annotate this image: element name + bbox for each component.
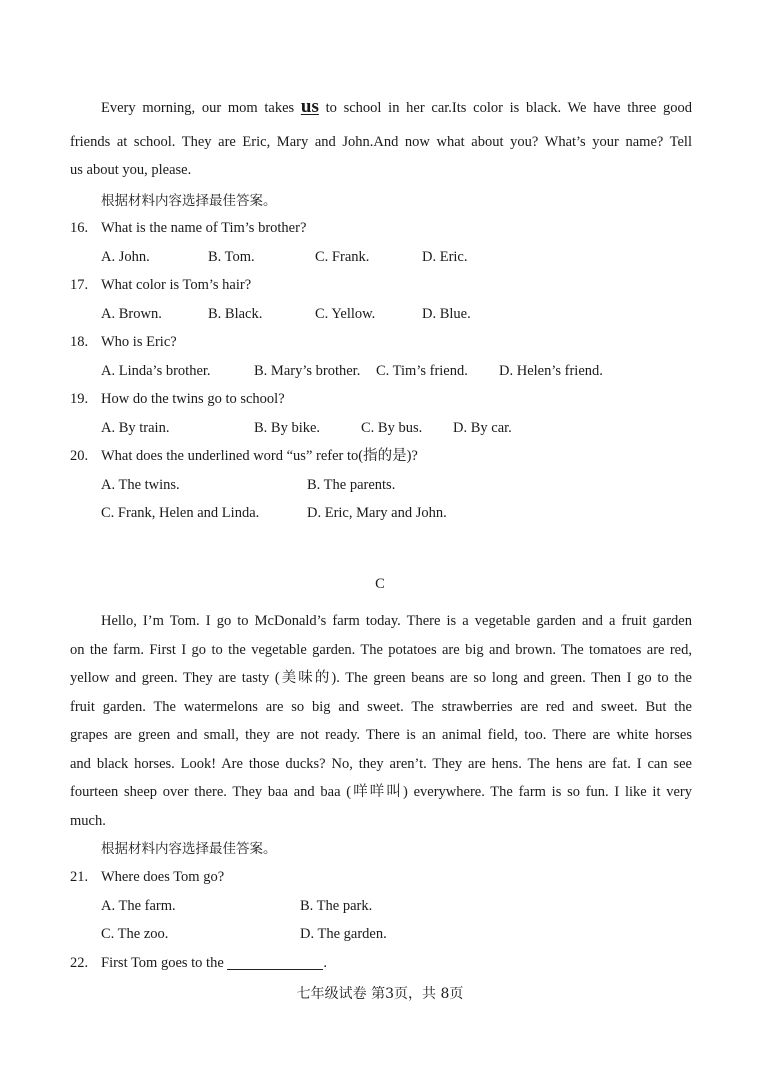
instruction-b: 根据材料内容选择最佳答案。 <box>101 193 277 209</box>
passage-c-line-3: yellow and green. They are tasty (美味的). The green beans are so long and green. Then I go to the <box>70 670 692 686</box>
section-c-heading: C <box>375 576 385 592</box>
question-17: 17. What color is Tom’s hair? <box>70 277 252 293</box>
option-20-b[interactable]: B. The parents. <box>307 477 396 493</box>
passage-b-line-2: friends at school. They are Eric, Mary and John.And now what about you? What’s your name? Tell <box>70 133 692 150</box>
option-16-d[interactable]: D. Eric. <box>422 249 468 265</box>
option-16-b[interactable]: B. Tom. <box>208 249 255 265</box>
option-21-c[interactable]: C. The zoo. <box>101 926 169 942</box>
question-20: 20. What does the underlined word “us” refer to(指的是)? <box>70 448 418 464</box>
option-17-b[interactable]: B. Black. <box>208 306 263 322</box>
passage-c-line-8: much. <box>70 812 106 829</box>
question-21: 21. Where does Tom go? <box>70 869 225 885</box>
option-19-a[interactable]: A. By train. <box>101 420 170 436</box>
option-20-d[interactable]: D. Eric, Mary and John. <box>307 505 447 521</box>
underlined-word-us: us <box>300 96 319 117</box>
passage-c-line-7: fourteen sheep over there. They baa and baa (咩咩叫) everywhere. The farm is so fun. I like it very <box>70 784 692 800</box>
passage-c-line-6: and black horses. Look! Are those ducks? No, they aren’t. They are hens. The hens are fat. I can see <box>70 755 692 772</box>
passage-c-line-1: Hello, I’m Tom. I go to McDonald’s farm today. There is a vegetable garden and a fruit garden <box>101 613 692 629</box>
option-18-d[interactable]: D. Helen’s friend. <box>499 363 603 379</box>
option-20-c[interactable]: C. Frank, Helen and Linda. <box>101 505 260 521</box>
question-18: 18. Who is Eric? <box>70 334 177 350</box>
option-20-a[interactable]: A. The twins. <box>101 477 180 493</box>
option-19-b[interactable]: B. By bike. <box>254 420 321 436</box>
option-17-d[interactable]: D. Blue. <box>422 306 471 322</box>
question-19: 19. How do the twins go to school? <box>70 391 285 407</box>
option-21-d[interactable]: D. The garden. <box>300 926 387 942</box>
question-16: 16. What is the name of Tim’s brother? <box>70 220 307 236</box>
option-16-c[interactable]: C. Frank. <box>315 249 370 265</box>
passage-b-line-3: us about you, please. <box>70 162 192 178</box>
passage-c-line-2: on the farm. First I go to the vegetable garden. The potatoes are big and brown. The tomatoes are red, <box>70 641 692 658</box>
option-19-d[interactable]: D. By car. <box>453 420 512 436</box>
option-21-b[interactable]: B. The park. <box>300 898 373 914</box>
option-19-c[interactable]: C. By bus. <box>361 420 423 436</box>
passage-b-ending <box>70 93 692 185</box>
option-18-a[interactable]: A. Linda’s brother. <box>101 363 211 379</box>
question-22: 22. First Tom goes to the . <box>70 955 328 971</box>
option-18-b[interactable]: B. Mary’s brother. <box>254 363 361 379</box>
passage-b-line-1: Every morning, our mom takes us to school in her car.Its color is black. We have three good <box>101 96 692 117</box>
answer-blank-22[interactable] <box>227 953 323 970</box>
instruction-c: 根据材料内容选择最佳答案。 <box>101 841 277 857</box>
page-footer: 七年级试卷 第3页，共 8页 <box>296 986 464 1002</box>
option-16-a[interactable]: A. John. <box>101 249 150 265</box>
option-17-a[interactable]: A. Brown. <box>101 306 162 322</box>
passage-c-line-4: fruit garden. The watermelons are so big and sweet. The strawberries are red and sweet. But the <box>70 698 692 715</box>
option-17-c[interactable]: C. Yellow. <box>315 306 376 322</box>
passage-c-line-5: grapes are green and small, they are not ready. There is an animal field, too. There are white horses <box>70 727 692 743</box>
option-21-a[interactable]: A. The farm. <box>101 898 176 914</box>
option-18-c[interactable]: C. Tim’s friend. <box>376 363 468 379</box>
passage-c <box>70 607 692 835</box>
